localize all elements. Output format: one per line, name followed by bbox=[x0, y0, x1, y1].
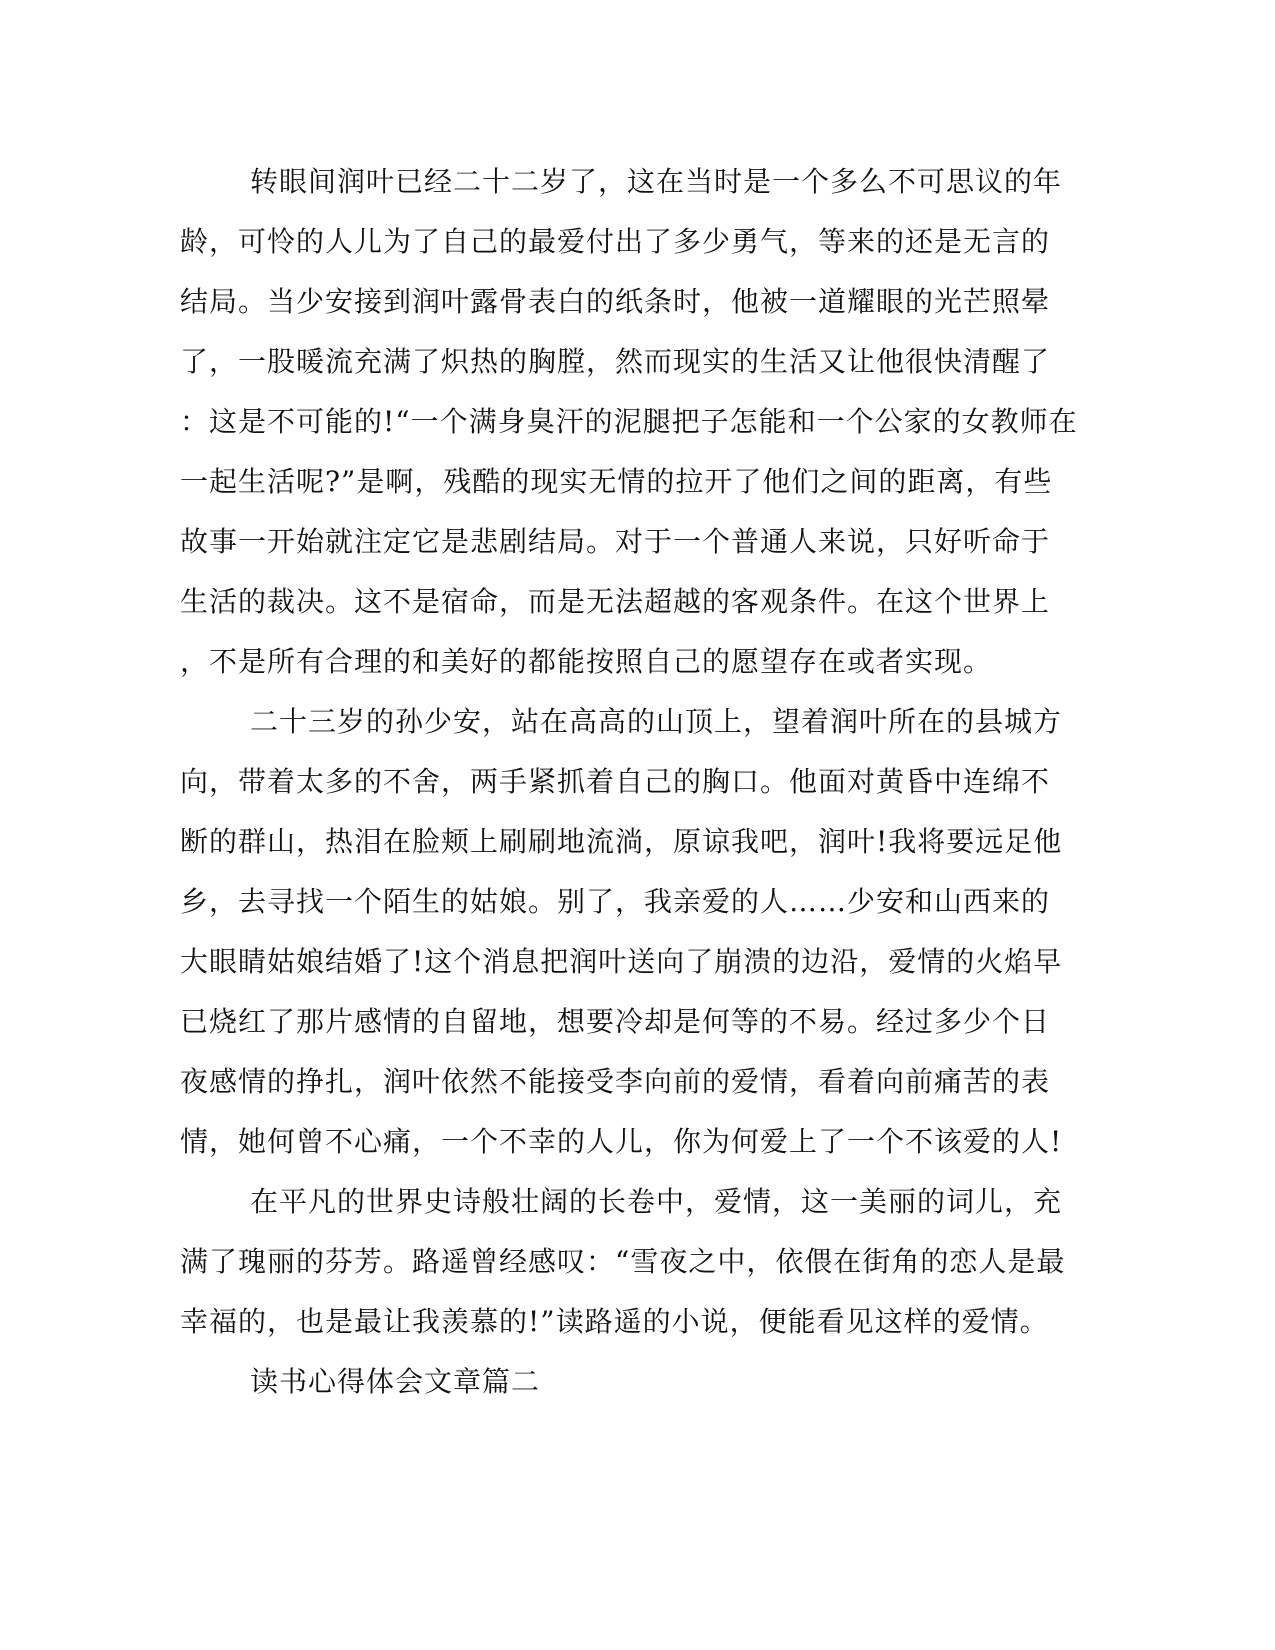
text-line: 已烧红了那片感情的自留地，想要冷却是何等的不易。经过多少个日 bbox=[180, 1005, 1051, 1038]
text-line: 向，带着太多的不舍，两手紧抓着自己的胸口。他面对黄昏中连绵不 bbox=[180, 765, 1051, 798]
text-line: 转眼间润叶已经二十二岁了，这在当时是一个多么不可思议的年 bbox=[250, 165, 1063, 198]
text-line: 故事一开始就注定它是悲剧结局。对于一个普通人来说，只好听命于 bbox=[180, 525, 1051, 558]
text-line: 了，一股暖流充满了炽热的胸膛，然而现实的生活又让他很快清醒了 bbox=[180, 345, 1051, 378]
document-page bbox=[180, 152, 1078, 1412]
text-line: 幸福的，也是最让我羡慕的!”读路遥的小说，便能看见这样的爱情。 bbox=[180, 1305, 1049, 1338]
text-line: 龄，可怜的人儿为了自己的最爱付出了多少勇气，等来的还是无言的 bbox=[180, 225, 1051, 258]
text-line: 断的群山，热泪在脸颊上刷刷地流淌，原谅我吧，润叶!我将要远足他 bbox=[180, 825, 1063, 858]
text-line: 生活的裁决。这不是宿命，而是无法超越的客观条件。在这个世界上 bbox=[180, 585, 1051, 618]
text-line: 一起生活呢?”是啊，残酷的现实无情的拉开了他们之间的距离，有些 bbox=[180, 465, 1053, 498]
text-line: 夜感情的挣扎，润叶依然不能接受李向前的爱情，看着向前痛苦的表 bbox=[180, 1065, 1051, 1098]
text-line: 二十三岁的孙少安，站在高高的山顶上，望着润叶所在的县城方 bbox=[250, 705, 1063, 738]
text-line: 满了瑰丽的芬芳。路遥曾经感叹：“雪夜之中，依偎在街角的恋人是最 bbox=[180, 1245, 1066, 1278]
text-line: 结局。当少安接到润叶露骨表白的纸条时，他被一道耀眼的光芒照晕 bbox=[180, 285, 1051, 318]
text-line: 情，她何曾不心痛，一个不幸的人儿，你为何爱上了一个不该爱的人! bbox=[180, 1125, 1063, 1158]
text-line: 乡，去寻找一个陌生的姑娘。别了，我亲爱的人……少安和山西来的 bbox=[180, 885, 1051, 918]
text-line: 大眼睛姑娘结婚了!这个消息把润叶送向了崩溃的边沿，爱情的火焰早 bbox=[180, 945, 1063, 978]
section-heading: 读书心得体会文章篇二 bbox=[250, 1365, 541, 1398]
text-line: ，不是所有合理的和美好的都能按照自己的愿望存在或者实现。 bbox=[180, 645, 993, 678]
text-line: ：这是不可能的!“一个满身臭汗的泥腿把子怎能和一个公家的女教师在 bbox=[180, 405, 1078, 438]
text-line: 在平凡的世界史诗般壮阔的长卷中，爱情，这一美丽的词儿，充 bbox=[250, 1185, 1063, 1218]
